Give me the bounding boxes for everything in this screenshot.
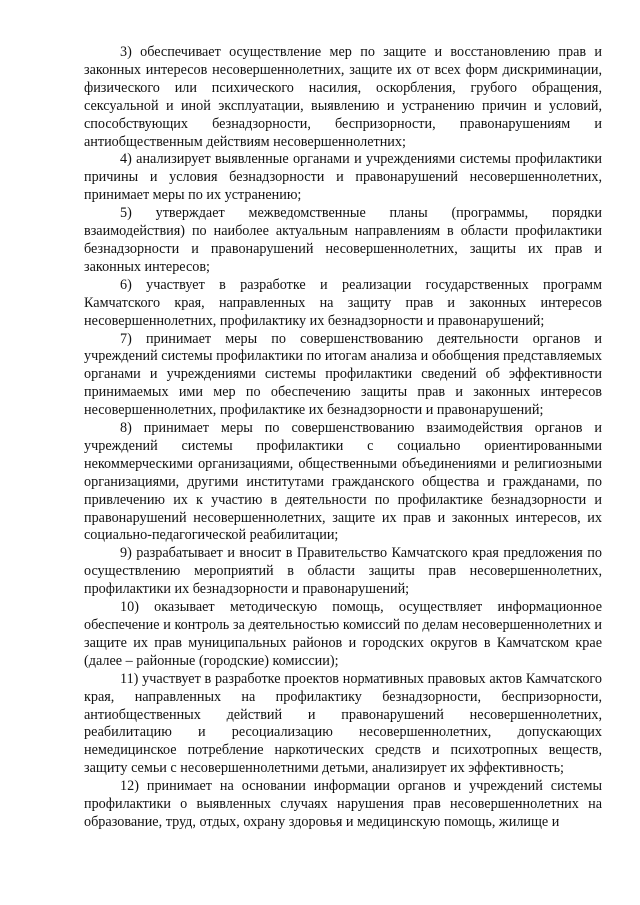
paragraph-item-12: 12) принимает на основании информации органов и учреждений системы профилактики о выявленных случаях нарушения прав несовершеннолетних на образование, труд, отдых, охрану здоровья и медицинскую помощь, жилище и (84, 778, 602, 830)
document-page (84, 44, 602, 832)
paragraph-item-5: 5) утверждает межведомственные планы (программы, порядки взаимодействия) по наиболее актуальным направлениям в области профилактики безнадзорности и правонарушений несовершеннолетних, защиты их прав и законных интересов; (84, 205, 602, 275)
paragraph-item-4: 4) анализирует выявленные органами и учреждениями системы профилактики причины и условия безнадзорности и правонарушений несовершеннолетних, принимает меры по их устранению; (84, 151, 602, 204)
paragraph-item-10: 10) оказывает методическую помощь, осуществляет информационное обеспечение и контроль за деятельностью комиссий по делам несовершеннолетних и защите их прав муниципальных районов и городских округов в Камчатском крае (далее – районные (городские) комиссии); (84, 599, 602, 669)
paragraph-item-7: 7) принимает меры по совершенствованию деятельности органов и учреждений системы профилактики по итогам анализа и обобщения представляемых органами и учреждениями системы профилактики сведений об эффективности принимаемых ими мер по обеспечению защиты прав и законных интересов несовершеннолетних, профилактике их безнадзорности и правонарушений; (84, 330, 602, 419)
paragraph-item-6: 6) участвует в разработке и реализации государственных программ Камчатского края, направленных на защиту прав и законных интересов несовершеннолетних, профилактику их безнадзорности и правонарушений; (84, 276, 602, 329)
paragraph-item-3: 3) обеспечивает осуществление мер по защите и восстановлению прав и законных интересов несовершеннолетних, защите их от всех форм дискриминации, физического или психического насилия, оскорбления, грубого обращения, сексуальной и иной эксплуатации, выявлению и устранению причин и условий, способствующих безнадзорности, беспризорности, правонарушениям и антиобщественным действиям несовершеннолетних; (84, 44, 602, 150)
paragraph-item-11: 11) участвует в разработке проектов нормативных правовых актов Камчатского края, направленных на профилактику безнадзорности, беспризорности, антиобщественных действий и правонарушений несовершеннолетних, реабилитацию и ресоциализацию несовершеннолетних, допускающих немедицинское потребление наркотических средств и психотропных веществ, защиту семьи с несовершеннолетними детьми, анализирует их эффективность; (84, 670, 602, 777)
paragraph-item-8: 8) принимает меры по совершенствованию взаимодействия органов и учреждений системы профилактики с социально ориентированными некоммерческими организациями, общественными объединениями и религиозными организациями, другими институтами гражданского общества и гражданами, по привлечению их к участию в деятельности по профилактике безнадзорности и правонарушений несовершеннолетних, защите их прав и законных интересов, их социально-педагогической реабилитации; (84, 420, 602, 544)
paragraph-item-9: 9) разрабатывает и вносит в Правительство Камчатского края предложения по осуществлению мероприятий в области защиты прав несовершеннолетних, профилактики их безнадзорности и правонарушений; (84, 545, 602, 598)
